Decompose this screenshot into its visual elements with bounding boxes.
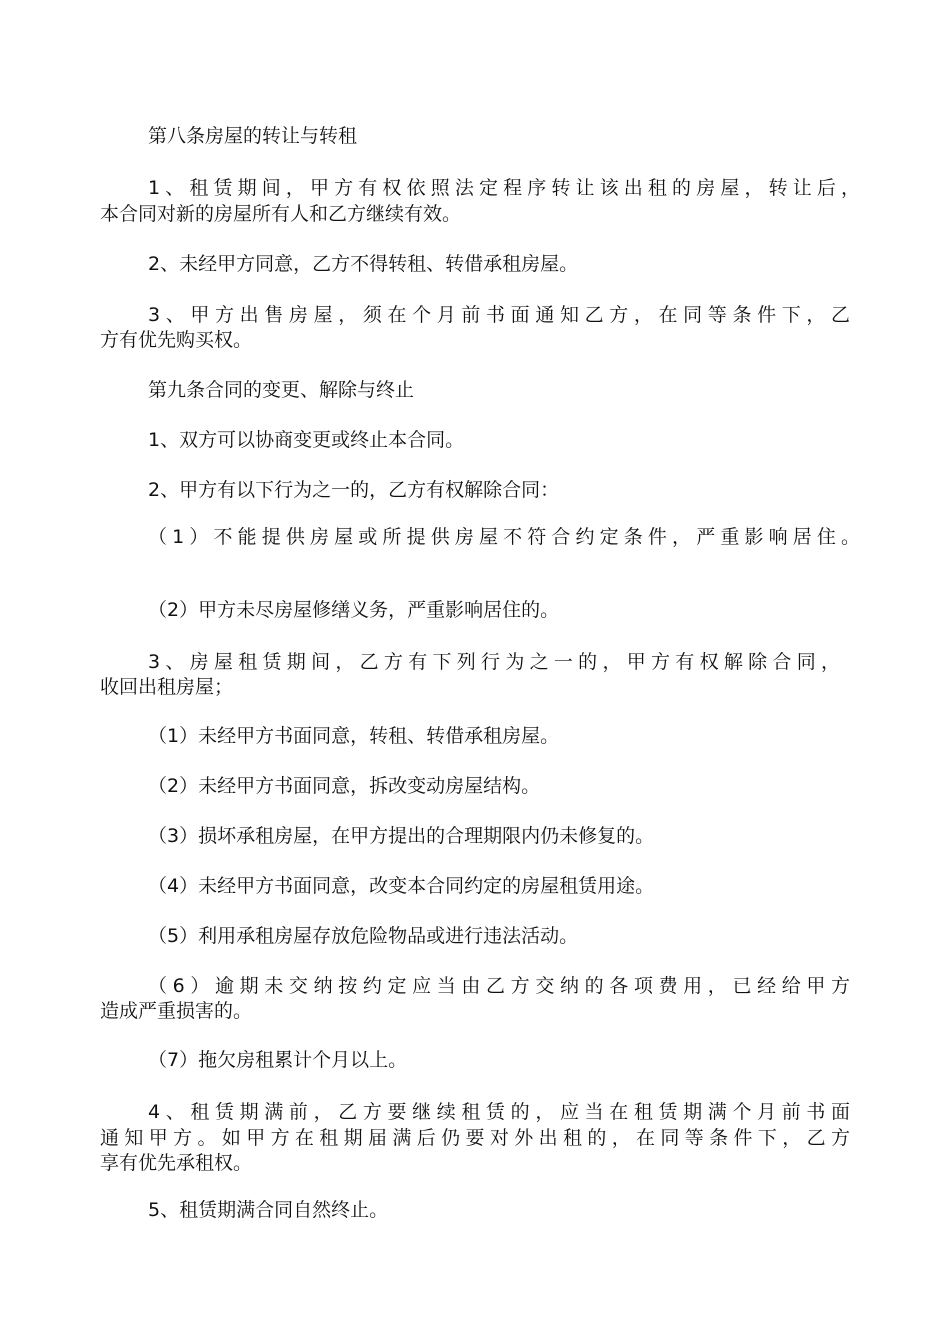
paragraph-line: 3、房屋租赁期间，乙方有下列行为之一的，甲方有权解除合同， bbox=[148, 651, 840, 673]
paragraph-line: 方有优先购买权。 bbox=[100, 329, 253, 351]
paragraph-line: 1、租赁期间，甲方有权依照法定程序转让该出租的房屋，转让后， bbox=[148, 177, 860, 199]
paragraph-line: 2、甲方有以下行为之一的，乙方有权解除合同： bbox=[148, 479, 560, 501]
article-9-heading: 第九条合同的变更、解除与终止 bbox=[148, 379, 415, 401]
paragraph-line: （4）未经甲方书面同意，改变本合同约定的房屋租赁用途。 bbox=[148, 875, 655, 897]
paragraph-line: 3、甲方出售房屋，须在个月前书面通知乙方，在同等条件下，乙 bbox=[148, 304, 850, 326]
paragraph-line: （2）甲方未尽房屋修缮义务，严重影响居住的。 bbox=[148, 599, 560, 621]
paragraph-line: （2）未经甲方书面同意，拆改变动房屋结构。 bbox=[148, 775, 541, 797]
paragraph-line: 收回出租房屋； bbox=[100, 676, 234, 698]
paragraph-line: 通知甲方。如甲方在租期届满后仍要对外出租的，在同等条件下，乙方 bbox=[100, 1127, 850, 1149]
paragraph-line: 本合同对新的房屋所有人和乙方继续有效。 bbox=[100, 203, 462, 225]
paragraph-line: 2、未经甲方同意，乙方不得转租、转借承租房屋。 bbox=[148, 253, 579, 275]
article-8-heading: 第八条房屋的转让与转租 bbox=[148, 125, 358, 147]
paragraph-line: 造成严重损害的。 bbox=[100, 1000, 253, 1022]
paragraph-line: （6）逾期未交纳按约定应当由乙方交纳的各项费用，已经给甲方 bbox=[148, 975, 850, 997]
paragraph-line: （5）利用承租房屋存放危险物品或进行违法活动。 bbox=[148, 925, 579, 947]
paragraph-line: （1）不能提供房屋或所提供房屋不符合约定条件，严重影响居住。 bbox=[148, 526, 860, 548]
paragraph-line: 1、双方可以协商变更或终止本合同。 bbox=[148, 429, 465, 451]
paragraph-line: 5、租赁期满合同自然终止。 bbox=[148, 1199, 389, 1221]
paragraph-line: 享有优先承租权。 bbox=[100, 1152, 253, 1174]
paragraph-line: 4、租赁期满前，乙方要继续租赁的，应当在租赁期满个月前书面 bbox=[148, 1101, 850, 1123]
paragraph-line: （1）未经甲方书面同意，转租、转借承租房屋。 bbox=[148, 725, 560, 747]
paragraph-line: （7）拖欠房租累计个月以上。 bbox=[148, 1049, 408, 1071]
paragraph-line: （3）损坏承租房屋，在甲方提出的合理期限内仍未修复的。 bbox=[148, 825, 655, 847]
